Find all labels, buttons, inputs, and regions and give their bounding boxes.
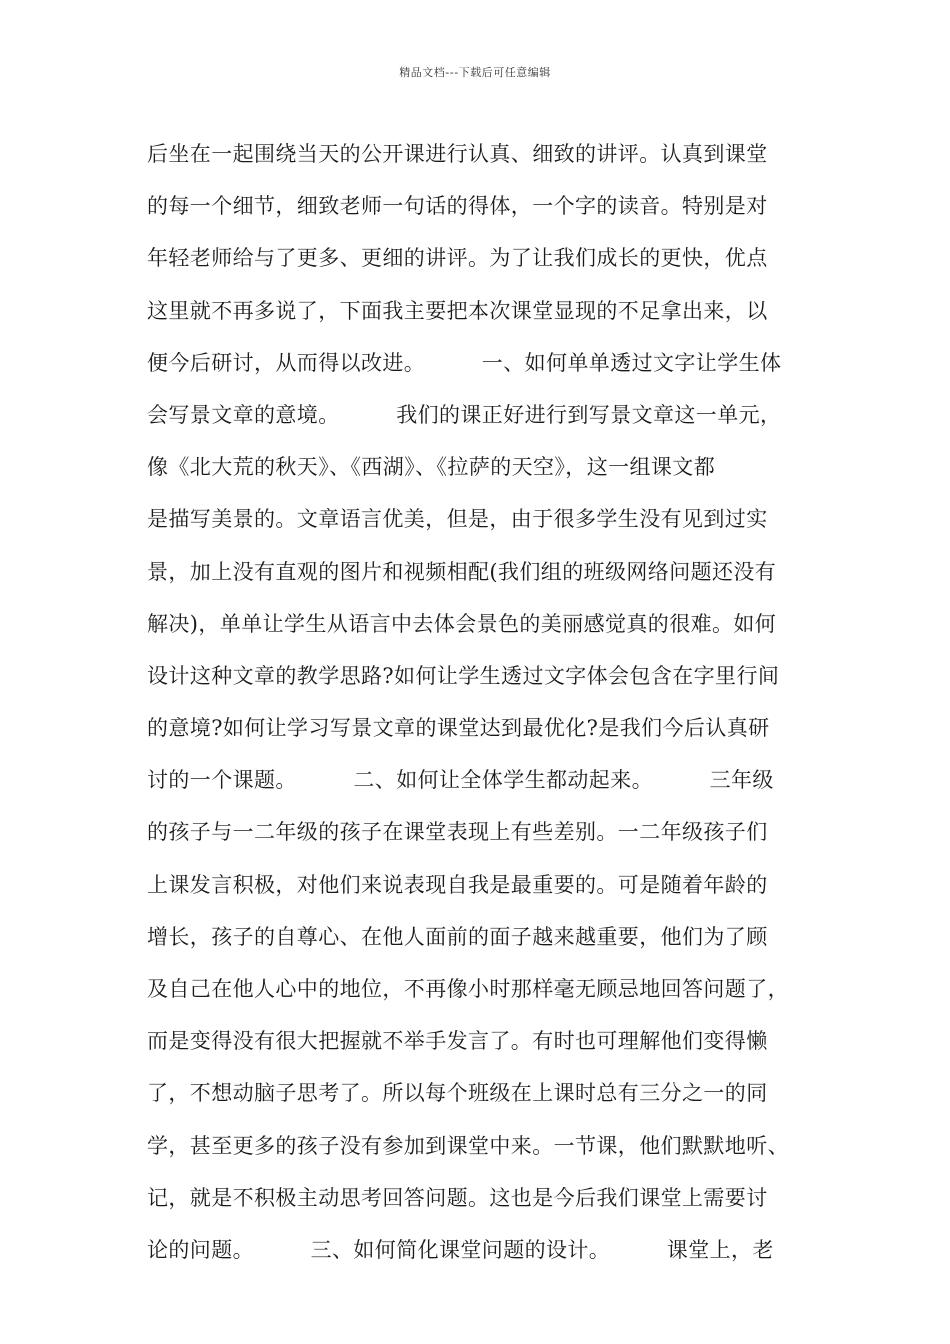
page-header: 精品文档---下载后可任意编辑	[399, 66, 551, 79]
text-line: 这里就不再多说了，下面我主要把本次课堂显现的不足拿出来，以	[147, 298, 768, 323]
text-line: 学，甚至更多的孩子没有参加到课堂中来。一节课，他们默默地听、	[147, 1133, 789, 1158]
text-line: 是描写美景的。文章语言优美，但是，由于很多学生没有见到过实	[147, 507, 768, 532]
text-line: 增长，孩子的自尊心、在他人面前的面子越来越重要，他们为了顾	[147, 924, 768, 949]
text-line: 而是变得没有很大把握就不举手发言了。有时也可理解他们变得懒	[147, 1029, 768, 1054]
text-line: 会写景文章的意境。 我们的课正好进行到写景文章这一单元，	[147, 402, 782, 427]
text-line: 像《北大荒的秋天》、《西湖》、《拉萨的天空》，这一组课文都	[147, 455, 716, 480]
text-line: 的意境?如何让学习写景文章的课堂达到最优化?是我们今后认真研	[147, 716, 770, 741]
text-line: 及自己在他人心中的地位，不再像小时那样毫无顾忌地回答问题了，	[147, 977, 789, 1001]
text-line: 的孩子与一二年级的孩子在课堂表现上有些差别。一二年级孩子们	[147, 820, 768, 845]
text-line: 景，加上没有直观的图片和视频相配(我们组的班级网络问题还没有	[147, 559, 777, 584]
text-line: 年轻老师给与了更多、更细的讲评。为了让我们成长的更快，优点	[147, 246, 768, 271]
text-line: 论的问题。 三、如何简化课堂问题的设计。 课堂上，老	[147, 1237, 774, 1262]
text-line: 设计这种文章的教学思路?如何让学生透过文字体会包含在字里行间	[147, 663, 780, 688]
text-line: 后坐在一起围绕当天的公开课进行认真、细致的讲评。认真到课堂	[147, 142, 768, 166]
text-line: 了，不想动脑子思考了。所以每个班级在上课时总有三分之一的同	[147, 1081, 768, 1106]
document-body	[147, 128, 817, 1276]
text-line: 便今后研讨，从而得以改进。 一、如何单单透过文字让学生体	[147, 350, 782, 375]
text-line: 解决)，单单让学生从语言中去体会景色的美丽感觉真的很难。如何	[147, 611, 777, 636]
text-line: 讨的一个课题。 二、如何让全体学生都动起来。 三年级	[147, 768, 774, 793]
text-line: 的每一个细节，细致老师一句话的得体，一个字的读音。特别是对	[147, 194, 768, 219]
text-line: 上课发言积极，对他们来说表现自我是最重要的。可是随着年龄的	[147, 872, 768, 897]
text-line: 记，就是不积极主动思考回答问题。这也是今后我们课堂上需要讨	[147, 1185, 768, 1210]
